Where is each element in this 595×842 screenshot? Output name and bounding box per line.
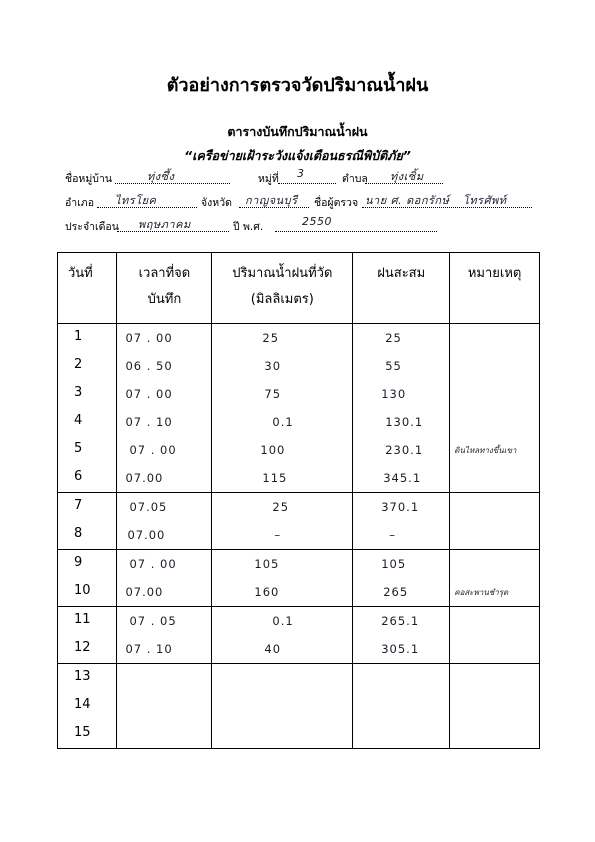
- note-value: [450, 352, 539, 360]
- cumulative-value: 370.1: [381, 500, 420, 514]
- amphoe-label: อำเภอ: [65, 197, 95, 209]
- amount-cell: [212, 324, 353, 353]
- time-value: 07 . 10: [125, 642, 173, 656]
- note-value: [450, 692, 539, 700]
- month-value: พฤษภาคม: [138, 218, 191, 231]
- note-cell: [450, 664, 540, 693]
- amount-value: 75: [264, 387, 282, 401]
- header-note: หมายเหตุ: [450, 253, 540, 324]
- time-cell: [117, 550, 212, 579]
- day-value: 5: [74, 441, 83, 456]
- moo-dotted-line: [278, 170, 336, 184]
- note-value: [450, 408, 539, 416]
- table-row: [58, 578, 540, 607]
- tambon-value: ทุ่งเซิ้ม: [390, 170, 424, 183]
- time-cell: [117, 324, 212, 353]
- amount-cell: [212, 521, 353, 550]
- note-cell: [450, 493, 540, 522]
- time-cell: [117, 720, 212, 749]
- day-value: 9: [74, 555, 83, 570]
- amount-cell: [212, 408, 353, 436]
- note-value: [450, 664, 539, 672]
- day-cell: [58, 352, 117, 380]
- note-cell: [450, 521, 540, 550]
- time-value: 07 . 10: [125, 415, 173, 429]
- moo-label: หมู่ที่: [258, 173, 279, 185]
- note-cell: [450, 324, 540, 353]
- amount-cell: [212, 436, 353, 464]
- cumulative-value: 105: [381, 557, 407, 571]
- day-value: 10: [74, 583, 91, 598]
- time-cell: [117, 380, 212, 408]
- amount-cell: [212, 550, 353, 579]
- day-cell: [58, 578, 117, 607]
- day-value: 4: [74, 413, 83, 428]
- time-value: 07.00: [125, 471, 164, 485]
- table-row: [58, 408, 540, 436]
- time-cell: [117, 578, 212, 607]
- day-value: 8: [74, 526, 83, 541]
- table-row: [58, 550, 540, 579]
- cumulative-cell: [353, 578, 450, 607]
- cumulative-cell: [353, 607, 450, 636]
- day-value: 7: [74, 498, 83, 513]
- cumulative-value: 25: [385, 331, 402, 345]
- day-cell: [58, 607, 117, 636]
- village-label: ชื่อหมู่บ้าน: [65, 173, 113, 185]
- note-value: ดินไหลทางขึ้นเขา: [454, 446, 517, 455]
- amount-cell: [212, 720, 353, 749]
- cumulative-cell: [353, 436, 450, 464]
- amount-value: 115: [262, 471, 288, 485]
- time-cell: [117, 352, 212, 380]
- time-cell: [117, 464, 212, 493]
- amount-value: 105: [254, 557, 280, 571]
- form-line-month: [65, 215, 535, 236]
- cumulative-cell: [353, 324, 450, 353]
- amount-value: 0.1: [272, 614, 294, 628]
- note-value: คอสะพานชำรุด: [454, 588, 509, 597]
- day-value: 12: [74, 640, 91, 655]
- cumulative-cell: [353, 493, 450, 522]
- table-row: [58, 720, 540, 749]
- amount-value: [212, 664, 352, 671]
- cumulative-cell: [353, 408, 450, 436]
- day-value: 1: [74, 329, 83, 344]
- cumulative-cell: [353, 550, 450, 579]
- village-value: ทุ่งซึ้ง: [147, 170, 175, 183]
- cumulative-cell: [353, 720, 450, 749]
- year-value: 2550: [302, 215, 332, 228]
- amphoe-value: ไทรโยค: [115, 194, 157, 207]
- cumulative-value: 130.1: [385, 415, 424, 429]
- time-value: 07.00: [125, 585, 164, 599]
- note-cell: [450, 692, 540, 720]
- time-value: 07 . 00: [125, 331, 173, 345]
- amount-value: 100: [260, 443, 286, 457]
- time-cell: [117, 436, 212, 464]
- note-cell: [450, 550, 540, 579]
- note-value: [450, 720, 539, 728]
- time-value: 07 . 00: [125, 387, 173, 401]
- table-row: [58, 324, 540, 353]
- time-cell: [117, 408, 212, 436]
- form-title: ตารางบันทึกปริมาณน้ำฝน: [227, 124, 368, 139]
- amount-value: [212, 720, 352, 727]
- cumulative-cell: [353, 692, 450, 720]
- cumulative-value: 265.1: [381, 614, 420, 628]
- note-value: [450, 380, 539, 388]
- day-cell: [58, 664, 117, 693]
- tambon-label: ตำบล: [342, 173, 368, 185]
- cumulative-value: –: [389, 528, 396, 542]
- header-day: วันที่: [58, 253, 117, 324]
- time-cell: [117, 607, 212, 636]
- day-value: 2: [74, 357, 83, 372]
- amount-cell: [212, 635, 353, 664]
- table-row: [58, 607, 540, 636]
- table-row: [58, 464, 540, 493]
- amount-cell: [212, 380, 353, 408]
- amount-cell: [212, 578, 353, 607]
- day-value: 11: [74, 612, 91, 627]
- table-row: [58, 436, 540, 464]
- time-value: 07 . 00: [129, 443, 177, 457]
- amount-cell: [212, 464, 353, 493]
- day-cell: [58, 464, 117, 493]
- cumulative-value: [353, 692, 449, 699]
- note-cell: [450, 464, 540, 493]
- form-line-amphoe: [65, 194, 535, 212]
- note-cell: [450, 635, 540, 664]
- cumulative-value: 55: [385, 359, 402, 373]
- cumulative-cell: [353, 664, 450, 693]
- note-value: [450, 635, 539, 643]
- note-cell: [450, 408, 540, 436]
- amount-value: 25: [262, 331, 280, 345]
- province-label: จังหวัด: [201, 197, 232, 209]
- amount-value: 30: [264, 359, 282, 373]
- network-name: “เครือข่ายเฝ้าระวังแจ้งเตือนธรณีพิบัติภัย”: [184, 148, 411, 163]
- year-label: ปี พ.ศ.: [233, 221, 264, 233]
- time-cell: [117, 664, 212, 693]
- note-value: [450, 493, 539, 501]
- day-cell: [58, 493, 117, 522]
- time-value: 07.00: [127, 528, 166, 542]
- cumulative-value: 345.1: [383, 471, 422, 485]
- note-value: [450, 607, 539, 615]
- recorder-extra: โทรศัพท์: [463, 194, 507, 207]
- note-cell: [450, 607, 540, 636]
- moo-value: 3: [297, 167, 305, 180]
- amount-cell: [212, 352, 353, 380]
- cumulative-cell: [353, 380, 450, 408]
- amount-value: 0.1: [272, 415, 294, 429]
- recorder-value: นาย ศ. ดอกรักษ์: [365, 194, 450, 207]
- amount-cell: [212, 664, 353, 693]
- cumulative-value: 130: [381, 387, 407, 401]
- day-cell: [58, 550, 117, 579]
- time-value: [117, 664, 211, 671]
- time-cell: [117, 493, 212, 522]
- cumulative-cell: [353, 352, 450, 380]
- time-value: 06 . 50: [125, 359, 173, 373]
- time-cell: [117, 635, 212, 664]
- amount-value: 40: [264, 642, 282, 656]
- time-value: 07 . 00: [129, 557, 177, 571]
- day-value: 3: [74, 385, 83, 400]
- month-label: ประจำเดือน: [65, 221, 119, 233]
- cumulative-cell: [353, 464, 450, 493]
- day-value: 6: [74, 469, 83, 484]
- amount-cell: [212, 493, 353, 522]
- cumulative-value: 305.1: [381, 642, 420, 656]
- time-cell: [117, 692, 212, 720]
- note-value: [450, 324, 539, 332]
- day-value: 15: [74, 725, 91, 740]
- header-time: เวลาที่จด บันทึก: [117, 253, 212, 324]
- table-row: [58, 352, 540, 380]
- amount-value: 160: [254, 585, 280, 599]
- day-value: 13: [74, 669, 91, 684]
- day-cell: [58, 635, 117, 664]
- year-dotted-line: [275, 218, 437, 232]
- table-row: [58, 521, 540, 550]
- cumulative-cell: [353, 635, 450, 664]
- note-cell: [450, 380, 540, 408]
- time-cell: [117, 521, 212, 550]
- amount-value: –: [274, 528, 282, 542]
- amount-cell: [212, 607, 353, 636]
- time-value: 07 . 05: [129, 614, 177, 628]
- day-cell: [58, 692, 117, 720]
- cumulative-value: [353, 720, 449, 727]
- recorder-label: ชื่อผู้ตรวจ: [314, 197, 359, 209]
- page-title: ตัวอย่างการตรวจวัดปริมาณน้ำฝน: [166, 75, 429, 96]
- time-value: [117, 692, 211, 699]
- day-value: 14: [74, 697, 91, 712]
- amount-value: 25: [272, 500, 290, 514]
- table-row: [58, 692, 540, 720]
- rainfall-table: [57, 252, 540, 749]
- day-cell: [58, 521, 117, 550]
- province-value: กาญจนบุรี: [245, 194, 298, 207]
- table-row: [58, 664, 540, 693]
- note-value: [450, 521, 539, 529]
- day-cell: [58, 408, 117, 436]
- header-amount: ปริมาณน้ำฝนที่วัด (มิลลิเมตร): [212, 253, 353, 324]
- table-row: [58, 493, 540, 522]
- form-line-village: [65, 167, 535, 188]
- day-cell: [58, 324, 117, 353]
- day-cell: [58, 380, 117, 408]
- cumulative-value: 265: [383, 585, 409, 599]
- note-value: [450, 550, 539, 558]
- cumulative-cell: [353, 521, 450, 550]
- day-cell: [58, 436, 117, 464]
- note-cell: [450, 352, 540, 380]
- note-cell: [450, 578, 540, 607]
- cumulative-value: [353, 664, 449, 671]
- amount-cell: [212, 692, 353, 720]
- cumulative-value: 230.1: [385, 443, 424, 457]
- table-header-row: [58, 253, 540, 324]
- time-value: 07.05: [129, 500, 168, 514]
- note-cell: [450, 436, 540, 464]
- day-cell: [58, 720, 117, 749]
- note-value: [450, 464, 539, 472]
- table-row: [58, 635, 540, 664]
- header-cumulative: ฝนสะสม: [353, 253, 450, 324]
- note-cell: [450, 720, 540, 749]
- time-value: [117, 720, 211, 727]
- table-row: [58, 380, 540, 408]
- amount-value: [212, 692, 352, 699]
